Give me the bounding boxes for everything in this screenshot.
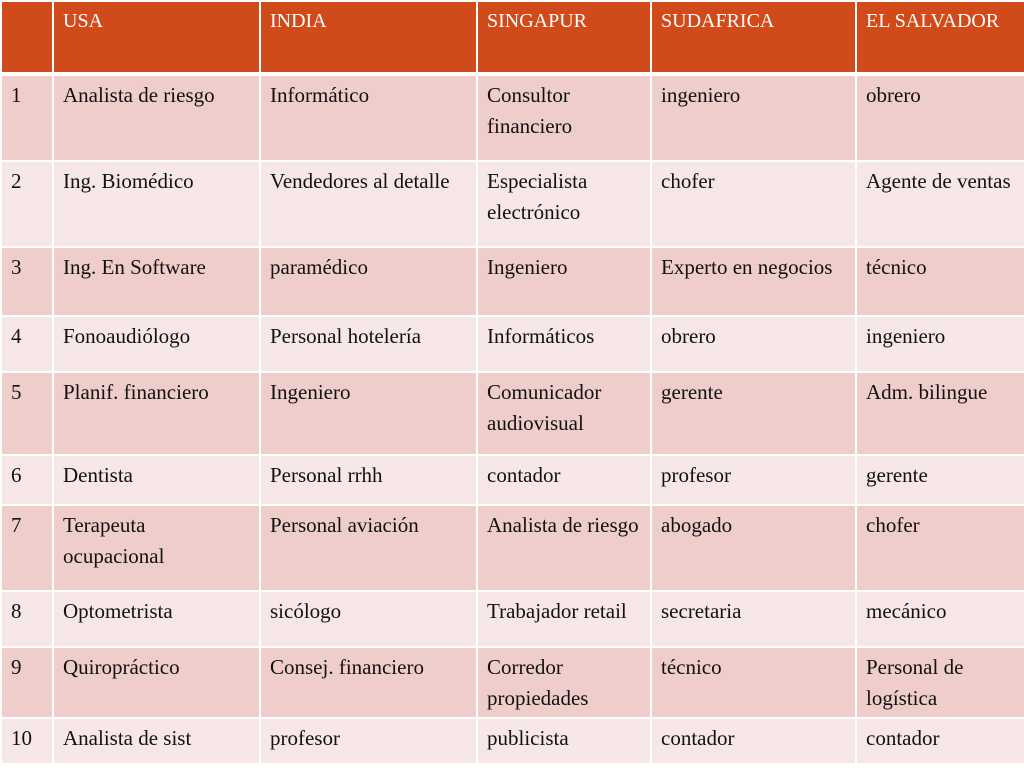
cell-india: Informático <box>260 74 477 161</box>
cell-india: Consej. financiero <box>260 647 477 718</box>
cell-sudafrica: técnico <box>651 647 856 718</box>
cell-rank: 6 <box>1 455 53 505</box>
header-el-salvador: EL SALVADOR <box>856 1 1024 74</box>
cell-india: Ingeniero <box>260 372 477 455</box>
cell-usa: Quiropráctico <box>53 647 260 718</box>
cell-rank: 7 <box>1 505 53 591</box>
table-row <box>1 372 1024 455</box>
cell-singapur: Comunicador audiovisual <box>477 372 651 455</box>
cell-rank: 1 <box>1 74 53 161</box>
cell-usa: Fonoaudiólogo <box>53 316 260 372</box>
cell-usa: Optometrista <box>53 591 260 647</box>
cell-sudafrica: profesor <box>651 455 856 505</box>
cell-usa: Analista de riesgo <box>53 74 260 161</box>
cell-el-salvador: chofer <box>856 505 1024 591</box>
cell-usa: Terapeuta ocupacional <box>53 505 260 591</box>
cell-rank: 10 <box>1 718 53 764</box>
cell-singapur: Analista de riesgo <box>477 505 651 591</box>
cell-rank: 8 <box>1 591 53 647</box>
cell-sudafrica: secretaria <box>651 591 856 647</box>
cell-usa: Analista de sist <box>53 718 260 764</box>
table-row <box>1 161 1024 247</box>
header-sudafrica: SUDAFRICA <box>651 1 856 74</box>
cell-el-salvador: técnico <box>856 247 1024 316</box>
cell-sudafrica: Experto en negocios <box>651 247 856 316</box>
header-usa: USA <box>53 1 260 74</box>
cell-singapur: contador <box>477 455 651 505</box>
cell-india: profesor <box>260 718 477 764</box>
cell-sudafrica: obrero <box>651 316 856 372</box>
table-row <box>1 718 1024 764</box>
table-row <box>1 591 1024 647</box>
cell-usa: Ing. Biomédico <box>53 161 260 247</box>
cell-rank: 9 <box>1 647 53 718</box>
cell-india: Personal rrhh <box>260 455 477 505</box>
cell-el-salvador: Agente de ventas <box>856 161 1024 247</box>
cell-singapur: Trabajador retail <box>477 591 651 647</box>
header-rank <box>1 1 53 74</box>
cell-singapur: Corredor propiedades <box>477 647 651 718</box>
header-singapur: SINGAPUR <box>477 1 651 74</box>
cell-india: sicólogo <box>260 591 477 647</box>
table-header-row <box>1 1 1024 74</box>
cell-rank: 3 <box>1 247 53 316</box>
cell-el-salvador: contador <box>856 718 1024 764</box>
cell-singapur: Consultor financiero <box>477 74 651 161</box>
cell-rank: 5 <box>1 372 53 455</box>
cell-rank: 2 <box>1 161 53 247</box>
cell-singapur: Ingeniero <box>477 247 651 316</box>
cell-sudafrica: contador <box>651 718 856 764</box>
table-row <box>1 247 1024 316</box>
cell-india: Personal aviación <box>260 505 477 591</box>
cell-singapur: publicista <box>477 718 651 764</box>
cell-sudafrica: ingeniero <box>651 74 856 161</box>
table-row <box>1 74 1024 161</box>
cell-sudafrica: chofer <box>651 161 856 247</box>
table-row <box>1 647 1024 718</box>
cell-singapur: Especialista electrónico <box>477 161 651 247</box>
cell-sudafrica: gerente <box>651 372 856 455</box>
cell-el-salvador: ingeniero <box>856 316 1024 372</box>
cell-india: Vendedores al detalle <box>260 161 477 247</box>
cell-usa: Dentista <box>53 455 260 505</box>
cell-sudafrica: abogado <box>651 505 856 591</box>
cell-el-salvador: Personal de logística <box>856 647 1024 718</box>
cell-el-salvador: obrero <box>856 74 1024 161</box>
cell-el-salvador: mecánico <box>856 591 1024 647</box>
cell-usa: Ing. En Software <box>53 247 260 316</box>
cell-india: paramédico <box>260 247 477 316</box>
cell-usa: Planif. financiero <box>53 372 260 455</box>
table-row <box>1 316 1024 372</box>
cell-el-salvador: Adm. bilingue <box>856 372 1024 455</box>
cell-india: Personal hotelería <box>260 316 477 372</box>
table-row <box>1 505 1024 591</box>
table-row <box>1 455 1024 505</box>
cell-rank: 4 <box>1 316 53 372</box>
cell-singapur: Informáticos <box>477 316 651 372</box>
header-india: INDIA <box>260 1 477 74</box>
cell-el-salvador: gerente <box>856 455 1024 505</box>
